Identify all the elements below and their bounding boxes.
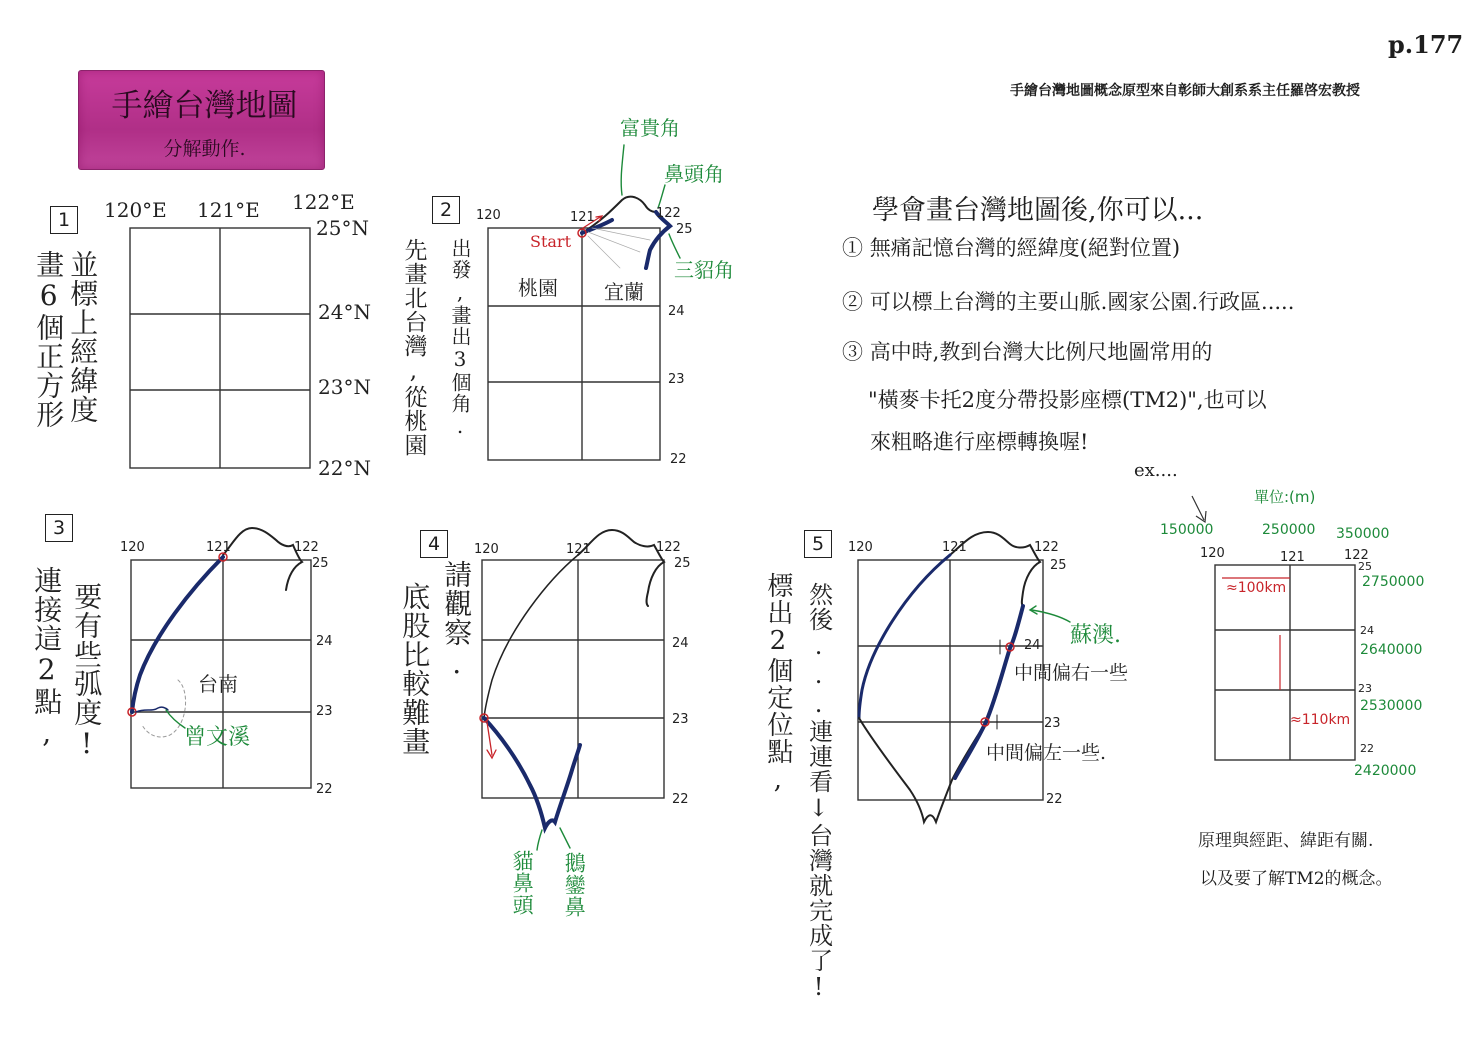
step-5-text-col1: 標出2個定位點, xyxy=(762,572,793,796)
step-4-number: 4 xyxy=(420,530,448,558)
right-item-3-marker: ③ xyxy=(842,340,863,364)
right-item-3-cont2: 來粗略進行座標轉換喔! xyxy=(870,430,1089,454)
step-2-place-taoyuan: 桃園 xyxy=(518,276,558,300)
tm2-lat-24: 24 xyxy=(1360,624,1374,637)
step-4-cape-maobitou: 貓鼻頭 xyxy=(510,850,535,916)
step-5-text-col2: 然後...連連看↓台灣就完成了! xyxy=(804,582,833,1002)
step-4-text-col1: 底股比較難畫 xyxy=(398,582,432,756)
right-panel-heading: 學會畫台灣地圖後,你可以... xyxy=(872,195,1204,226)
tm2-x-350000: 350000 xyxy=(1336,526,1390,542)
tm2-y-2640000: 2640000 xyxy=(1360,642,1423,658)
step-5-note-right: 中間偏右一些 xyxy=(1014,662,1129,684)
step-4-lat-25: 25 xyxy=(674,556,691,571)
step-3-lat-23: 23 xyxy=(316,704,333,719)
tm2-lat-25: 25 xyxy=(1358,560,1372,573)
step-4-lon-120: 120 xyxy=(474,542,499,557)
tm2-y-2530000: 2530000 xyxy=(1360,698,1423,714)
step-1-lon-121: 121°E xyxy=(197,198,260,222)
right-item-2 xyxy=(842,286,1294,316)
step-2-lon-121: 121 xyxy=(570,210,595,225)
tm2-unit: 單位:(m) xyxy=(1254,488,1316,506)
step-3-number: 3 xyxy=(45,514,73,542)
step-3-text-col2: 要有些弧度! xyxy=(70,582,104,761)
right-item-2-text: 可以標上台灣的主要山脈.國家公園.行政區..... xyxy=(869,290,1295,314)
right-ex-label: ex.... xyxy=(1134,460,1178,481)
page-number: p.177 xyxy=(1388,30,1464,59)
tm2-lon-122: 122 xyxy=(1344,548,1369,563)
step-3-river-zengwen: 曾文溪 xyxy=(184,725,251,750)
page-subtitle: 分解動作. xyxy=(163,138,246,160)
step-1-text-col1: 畫6個正方形 xyxy=(32,250,66,429)
step-2-lon-122: 122 xyxy=(656,206,681,221)
step-2-start-label: Start xyxy=(530,232,572,251)
step-2-lat-25: 25 xyxy=(676,222,693,237)
step-1-lon-122: 122°E xyxy=(292,190,355,214)
step-2-lat-24: 24 xyxy=(668,304,685,319)
step-2-lat-23: 23 xyxy=(668,372,685,387)
step-4-lat-24: 24 xyxy=(672,636,689,651)
right-item-3-text: 高中時,教到台灣大比例尺地圖常用的 xyxy=(869,340,1213,364)
step-1-text-col2: 並標上經緯度 xyxy=(66,250,100,424)
tm2-lat-23: 23 xyxy=(1358,682,1372,695)
tm2-lat-22: 22 xyxy=(1360,742,1374,755)
step-1-lon-120: 120°E xyxy=(104,198,167,222)
step-4-text-col2: 請觀察. xyxy=(440,560,474,681)
step-2-lat-22: 22 xyxy=(670,452,687,467)
step-4-lat-22: 22 xyxy=(672,792,689,807)
step-2-cape-bitou: 鼻頭角 xyxy=(664,162,724,186)
step-1-lat-24: 24°N xyxy=(318,300,371,324)
step-1-lat-23: 23°N xyxy=(318,375,371,399)
step-5-note-left: 中間偏左一些. xyxy=(986,742,1107,764)
tm2-lon-121: 121 xyxy=(1280,550,1305,565)
tm2-x-250000: 250000 xyxy=(1262,522,1316,538)
step-5-place-suao: 蘇澳. xyxy=(1070,623,1121,648)
step-5-lat-22: 22 xyxy=(1046,792,1063,807)
step-4-cape-eluanbi: 鵝鑾鼻 xyxy=(562,852,587,918)
step-5-lon-121: 121 xyxy=(942,540,967,555)
step-3-place-tainan: 台南 xyxy=(198,672,238,696)
step-4-lat-23: 23 xyxy=(672,712,689,727)
right-item-1 xyxy=(842,232,1180,262)
step-3-lat-22: 22 xyxy=(316,782,333,797)
step-3-text-col1: 連接這2點, xyxy=(30,566,64,750)
tm2-dist-lat: ≈110km xyxy=(1290,712,1351,728)
page-title: 手繪台灣地圖 xyxy=(111,88,298,124)
step-5-lon-120: 120 xyxy=(848,540,873,555)
step-3-lat-25: 25 xyxy=(312,556,329,571)
tm2-dist-lon: ≈100km xyxy=(1226,580,1287,596)
tm2-x-150000: 150000 xyxy=(1160,522,1214,538)
step-1-number: 1 xyxy=(50,206,78,234)
step-1-lat-22: 22°N xyxy=(318,456,371,480)
step-3-lat-24: 24 xyxy=(316,634,333,649)
step-2-text-col1: 先畫北台灣,從桃園 xyxy=(400,238,427,457)
step-4-lon-122: 122 xyxy=(656,540,681,555)
right-item-2-marker: ② xyxy=(842,290,863,314)
step-5-lat-25: 25 xyxy=(1050,558,1067,573)
tm2-y-2420000: 2420000 xyxy=(1354,763,1417,779)
step-5-lon-122: 122 xyxy=(1034,540,1059,555)
grid-2 xyxy=(488,228,660,460)
step-2-cape-fugui: 富貴角 xyxy=(620,116,680,140)
footer-note-1: 原理與經距、緯距有關. xyxy=(1198,831,1374,851)
step-4-lon-121: 121 xyxy=(566,542,591,557)
step-2-lon-120: 120 xyxy=(476,208,501,223)
step-5-lat-23: 23 xyxy=(1044,716,1061,731)
right-item-3-cont1: "橫麥卡托2度分帶投影座標(TM2)",也可以 xyxy=(868,388,1267,412)
step-5-lat-24: 24 xyxy=(1024,638,1041,653)
footer-note-2: 以及要了解TM2的概念。 xyxy=(1200,869,1393,889)
step-2-cape-sandiao: 三貂角 xyxy=(674,258,734,282)
step-5-number: 5 xyxy=(804,530,832,558)
step-1-lat-25: 25°N xyxy=(316,216,369,240)
step-2-text-col2: 出發,畫出3個角. xyxy=(448,238,472,439)
tm2-y-2750000: 2750000 xyxy=(1362,574,1425,590)
step-2-place-yilan: 宜蘭 xyxy=(604,280,644,304)
right-item-1-text: 無痛記憶台灣的經緯度(絕對位置) xyxy=(869,236,1181,260)
right-item-3 xyxy=(842,336,1212,366)
step-3-lon-120: 120 xyxy=(120,540,145,555)
step-2-number: 2 xyxy=(432,196,460,224)
step-3-lon-122: 122 xyxy=(294,540,319,555)
tm2-lon-120: 120 xyxy=(1200,546,1225,561)
credit-line: 手繪台灣地圖概念原型來自彰師大創系系主任羅啓宏教授 xyxy=(1010,83,1360,99)
right-item-1-marker: ① xyxy=(842,236,863,260)
step-3-lon-121: 121 xyxy=(206,540,231,555)
